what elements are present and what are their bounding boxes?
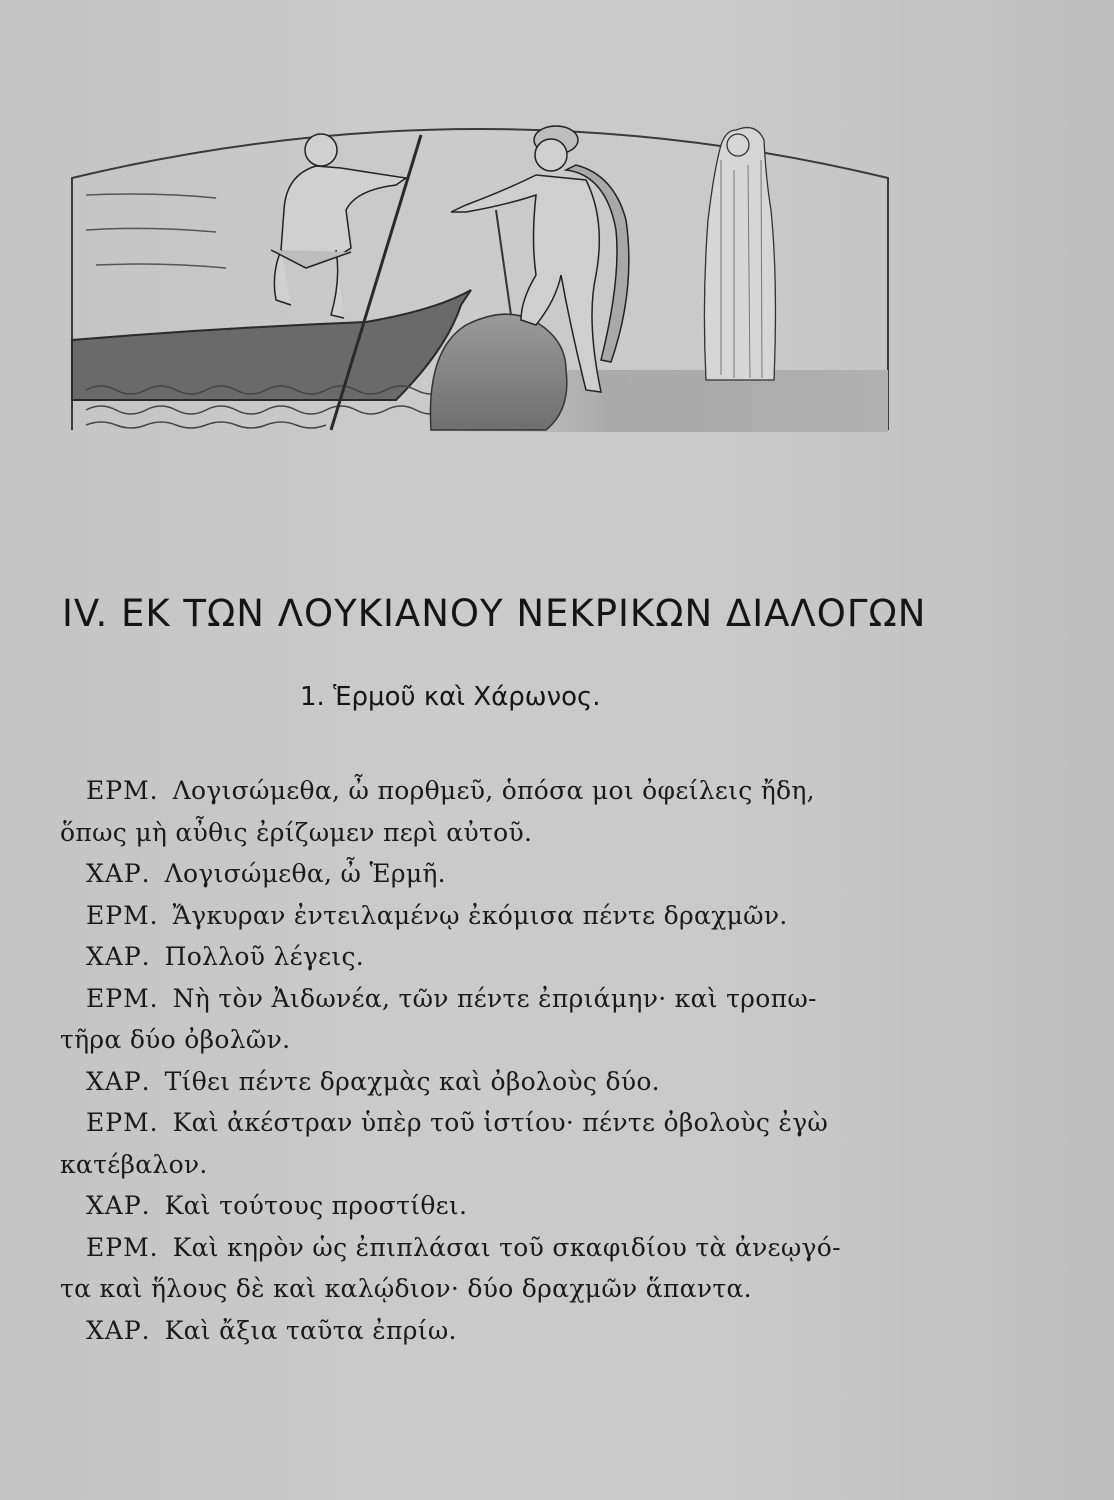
speech-text: Ἄγκυραν ἐντειλαμένῳ ἐκόμισα πέντε δραχμῶν. — [172, 900, 788, 930]
speaker-label: ΧΑΡ. — [86, 1191, 151, 1220]
speech-text: Καὶ τούτους προστίθει. — [164, 1191, 468, 1220]
dialogue-line — [60, 1019, 940, 1061]
dialogue-line — [60, 812, 940, 854]
dialogue-line — [60, 1144, 940, 1186]
speech-text: Καὶ ἀκέστραν ὑπὲρ τοῦ ἱστίου· πέντε ὀβολοὺς ἐγὼ — [172, 1108, 829, 1137]
dialogue-line — [60, 1185, 940, 1227]
speaker-label: ΧΑΡ. — [86, 859, 151, 888]
speech-text: Λογισώμεθα, ὦ πορθμεῦ, ὁπόσα μοι ὀφείλεις ἤδη, — [172, 776, 815, 805]
speech-text: τῆρα δύο ὀβολῶν. — [60, 1025, 291, 1054]
speech-text: Τίθει πέντε δραχμὰς καὶ ὀβολοὺς δύο. — [164, 1066, 660, 1096]
veiled-figure — [704, 128, 775, 380]
speech-text: κατέβαλον. — [60, 1149, 208, 1179]
dialogue-line — [60, 1061, 940, 1103]
speaker-label: ΧΑΡ. — [86, 1066, 151, 1096]
speech-text: ὅπως μὴ αὖθις ἐρίζωμεν περὶ αὐτοῦ. — [60, 817, 533, 847]
vase-painting-illustration — [66, 100, 896, 435]
speaker-label: ΕΡΜ. — [86, 1232, 159, 1262]
speech-text: Καὶ ἄξια ταῦτα ἐπρίω. — [164, 1315, 457, 1345]
dialogue-body — [60, 770, 940, 1351]
dialogue-line — [60, 1102, 940, 1144]
dialogue-line — [60, 936, 940, 978]
speaker-label: ΕΡΜ. — [86, 776, 159, 805]
speech-text: Λογισώμεθα, ὦ Ἑρμῆ. — [164, 859, 446, 888]
dialogue-line — [60, 770, 940, 812]
dialogue-line — [60, 853, 940, 895]
speaker-label: ΕΡΜ. — [86, 1108, 159, 1137]
speech-text: Καὶ κηρὸν ὡς ἐπιπλάσαι τοῦ σκαφιδίου τὰ ἀνεῳγό- — [172, 1232, 841, 1262]
speaker-label: ΕΡΜ. — [86, 983, 159, 1013]
dialogue-line — [60, 1268, 940, 1310]
dialogue-line — [60, 1227, 940, 1269]
chapter-title: IV. ΕΚ ΤΩΝ ΛΟΥΚΙΑΝΟΥ ΝΕΚΡΙΚΩΝ ΔΙΑΛΟΓΩΝ — [62, 592, 927, 635]
boat-hull — [72, 290, 471, 400]
speaker-label: ΧΑΡ. — [86, 942, 151, 971]
speech-text: Πολλοῦ λέγεις. — [164, 942, 365, 971]
dialogue-line — [60, 1310, 940, 1352]
charon-figure — [271, 134, 406, 318]
speech-text: τα καὶ ἥλους δὲ καὶ καλῴδιον· δύο δραχμῶν ἅπαντα. — [60, 1274, 752, 1303]
speaker-label: ΕΡΜ. — [86, 900, 159, 930]
speech-text: Νὴ τὸν Ἀιδωνέα, τῶν πέντε ἐπριάμην· καὶ τροπω- — [172, 983, 817, 1013]
speaker-label: ΧΑΡ. — [86, 1315, 151, 1345]
shore-rock — [430, 314, 566, 430]
dialogue-line — [60, 978, 940, 1020]
sky-strokes — [86, 194, 226, 268]
dialogue-subtitle: 1. Ἑρμοῦ καὶ Χάρωνος. — [300, 682, 601, 712]
dialogue-line — [60, 895, 940, 937]
